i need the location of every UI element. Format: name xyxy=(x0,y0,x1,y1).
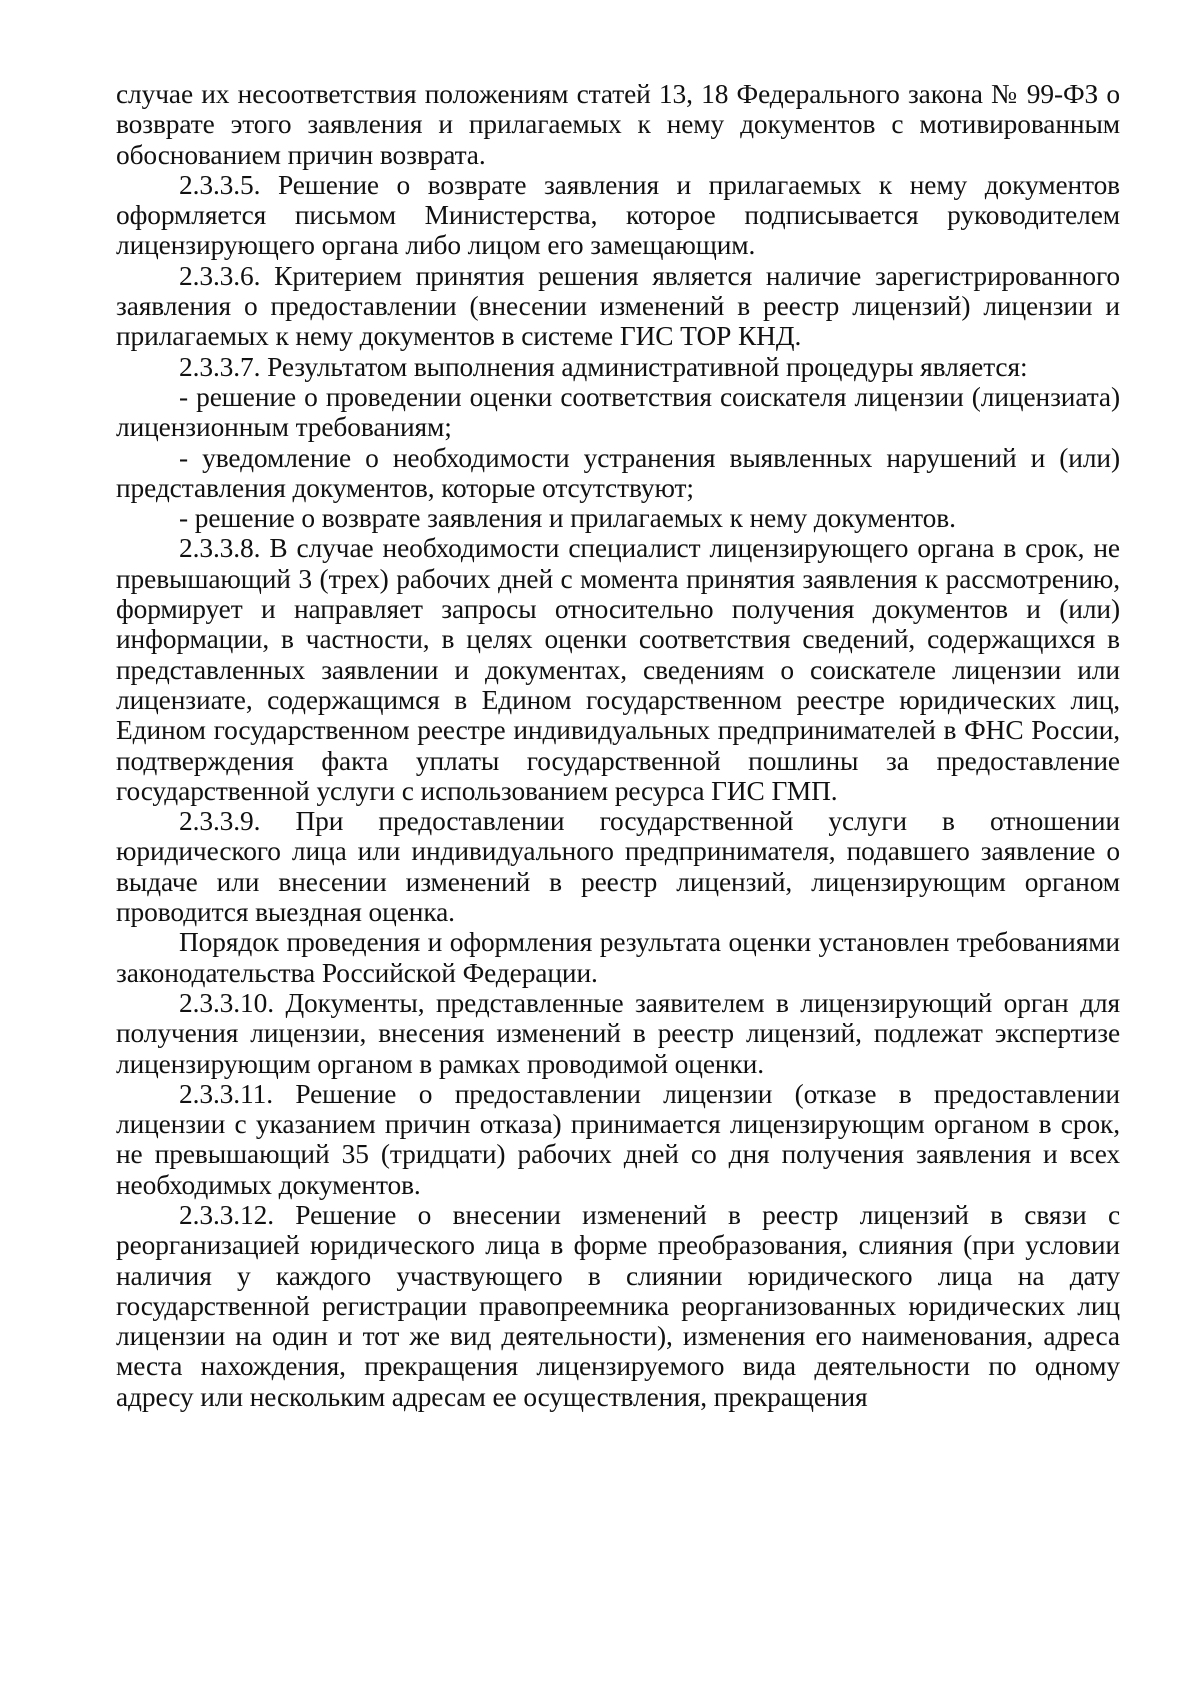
paragraph-2-3-3-10: 2.3.3.10. Документы, представленные заявителем в лицензирующий орган для получения лицензии, внесения изменений в реестр лицензий, подлежат экспертизе лицензирующим органом в рамках проводимой оценки. xyxy=(116,987,1120,1079)
paragraph-2-3-3-11: 2.3.3.11. Решение о предоставлении лицензии (отказе в предоставлении лицензии с указанием причин отказа) принимается лицензирующим органом в срок, не превышающий 35 (тридцати) рабочих дней со дня получения заявления и всех необходимых документов. xyxy=(116,1078,1120,1200)
paragraph-2-3-3-6: 2.3.3.6. Критерием принятия решения является наличие зарегистрированного заявления о предоставлении (внесении изменений в реестр лицензий) лицензии и прилагаемых к нему документов в системе ГИС ТОР КНД. xyxy=(116,260,1120,352)
paragraph-2-3-3-7: 2.3.3.7. Результатом выполнения административной процедуры является: xyxy=(179,351,1028,382)
list-item-violation-notice: - уведомление о необходимости устранения выявленных нарушений и (или) представления документов, которые отсутствуют; xyxy=(116,442,1120,503)
list-item-return-decision: - решение о возврате заявления и прилагаемых к нему документов. xyxy=(179,503,956,534)
paragraph-continuation: случае их несоответствия положениям статей 13, 18 Федерального закона № 99-ФЗ о возврате этого заявления и прилагаемых к нему документов с мотивированным обоснованием причин возврата. xyxy=(116,79,1120,170)
paragraph-assessment-procedure: Порядок проведения и оформления результата оценки установлен требованиями законодательства Российской Федерации. xyxy=(116,927,1120,988)
paragraph-2-3-3-12: 2.3.3.12. Решение о внесении изменений в реестр лицензий в связи с реорганизацией юридического лица в форме преобразования, слияния (при условии наличия у каждого участвующего в слиянии юридического лица на дату государственной регистрации правопреемника реорганизованных юридических лиц лицензии на один и тот же вид деятельности), изменения его наименования, адреса места нахождения, прекращения лицензируемого вида деятельности по одному адресу или нескольким адресам ее осуществления, прекращения xyxy=(116,1199,1120,1412)
paragraph-2-3-3-8: 2.3.3.8. В случае необходимости специалист лицензирующего органа в срок, не превышающий 3 (трех) рабочих дней с момента принятия заявления к рассмотрению, формирует и направляет запросы относительно получения документов и (или) информации, в частности, в целях оценки соответствия сведений, содержащихся в представленных заявлении и документах, сведениям о соискателе лицензии или лицензиате, содержащимся в Едином государственном реестре юридических лиц, Едином государственном реестре индивидуальных предпринимателей в ФНС России, подтверждения факта уплаты государственной пошлины за предоставление государственной услуги с использованием ресурса ГИС ГМП. xyxy=(116,533,1120,806)
document-body xyxy=(116,79,1120,1412)
paragraph-2-3-3-9: 2.3.3.9. При предоставлении государственной услуги в отношении юридического лица или индивидуального предпринимателя, подавшего заявление о выдаче или внесении изменений в реестр лицензий, лицензирующим органом проводится выездная оценка. xyxy=(116,806,1120,928)
list-item-assessment-decision: - решение о проведении оценки соответствия соискателя лицензии (лицензиата) лицензионным требованиям; xyxy=(116,381,1120,443)
paragraph-2-3-3-5: 2.3.3.5. Решение о возврате заявления и прилагаемых к нему документов оформляется письмом Министерства, которое подписывается руководителем лицензирующего органа либо лицом его замещающим. xyxy=(116,169,1120,261)
